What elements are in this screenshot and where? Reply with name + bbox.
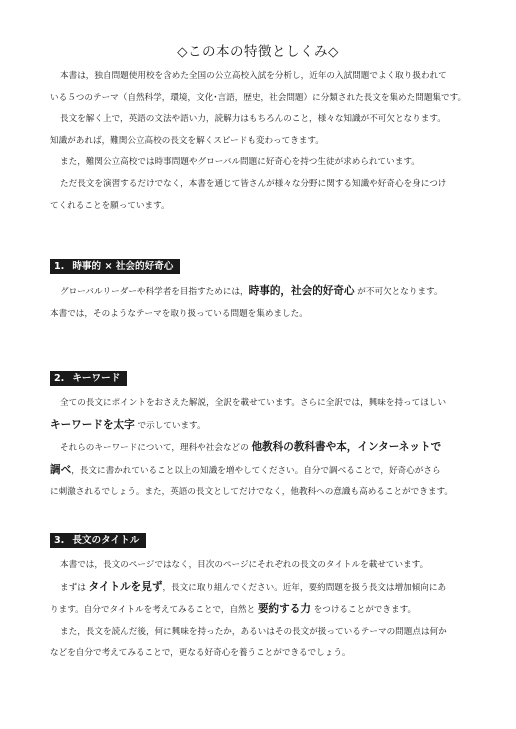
intro-line: てくれることを願っています。: [50, 200, 170, 211]
section-line: ります。自分でタイトルを考えてみることで，自然と 要約する力 をつけることができます。: [50, 603, 417, 616]
intro-line: いる５つのテーマ（自然科学，環境，文化･言語，歴史，社会問題）に分類された長文を集めた問題集です。: [50, 92, 467, 103]
emphasis-text: 調べ: [50, 463, 72, 476]
section-line: 本書では，長文のページではなく，目次のページにそれぞれの長文のタイトルを載せています。: [60, 560, 429, 570]
emphasis-text: キーワードを太字: [50, 418, 135, 431]
section-heading-text: 長文のタイトル: [72, 535, 140, 546]
intro-line: 知識があれば，難関公立高校の長文を解くスピードも変わってきます。: [50, 135, 324, 146]
section-line: まずは タイトルを見ず，長文に取り組んでください。近年，要約問題を扱う長文は増加傾向にあ: [60, 580, 447, 593]
section-heading-text: 時事的 × 社会的好奇心: [72, 261, 174, 272]
section-number: 3.: [54, 535, 65, 546]
intro-line: 本書は，独自問題使用校を含めた全国の公立高校入試を分析し，近年の入試問題でよく取り扱われて: [60, 71, 447, 81]
section-line: に刺激されるでしょう。また，英語の長文としてだけでなく，他教科への意識も高めることができます。: [50, 487, 453, 498]
section-line: それらのキーワードについて，理科や社会などの 他教科の教科書や本，インターネットで: [60, 441, 442, 454]
emphasis-text: 時事的，社会的好奇心: [248, 285, 355, 297]
emphasis-text: タイトルを見ず: [88, 580, 163, 593]
section-line: また，長文を読んだ後，何に興味を持ったか，あるいはその長文が扱っているテーマの問題点は何か: [60, 626, 447, 637]
section-body-3: [50, 555, 475, 665]
section-heading-text: キーワード: [72, 373, 121, 384]
intro-line: ただ長文を演習するだけでなく，本書を通じて皆さんが様々な分野に関する知識や好奇心を身につけ: [60, 178, 447, 189]
section-line: キーワードを太字 で示しています。: [50, 418, 206, 431]
section-heading-1: [50, 259, 180, 274]
section-body-2: [50, 393, 475, 504]
section-line: 全ての長文にポイントをおさえた解説，全訳を載せています。さらに全訳では，興味を持ってほしい: [60, 398, 447, 408]
emphasis-text: 要約する力: [257, 603, 311, 616]
intro-line: また，難関公立高校では時事問題やグローバル問題に好奇心を持つ生徒が求められています。: [60, 157, 420, 168]
section-line: 調べ，長文に書かれていること以上の知識を増やしてください。自分で調べることで，好奇心がさら: [50, 463, 441, 476]
section-heading-3: [50, 533, 146, 548]
section-number: 1.: [54, 261, 65, 272]
intro-text: [50, 66, 475, 217]
section-heading-2: [50, 371, 127, 386]
section-line: 本書では，そのようなテーマを取り扱っている問題を集めました。: [50, 308, 308, 319]
intro-line: 長文を解く上で，英語の文法や語い力，読解力はもちろんのこと，様々な知識が不可欠となります。: [60, 114, 446, 125]
section-number: 2.: [54, 373, 65, 384]
page-title: ◇この本の特徴としくみ◇: [177, 44, 339, 60]
emphasis-text: 他教科の教科書や本，インターネットで: [251, 441, 442, 454]
section-body-1: [50, 281, 475, 325]
section-line: グローバルリーダーや科学者を目指すためには，時事的，社会的好奇心 が不可欠となります。: [60, 285, 443, 297]
section-line: などを自分で考えてみることで，更なる好奇心を養うことができるでしょう。: [50, 648, 351, 659]
